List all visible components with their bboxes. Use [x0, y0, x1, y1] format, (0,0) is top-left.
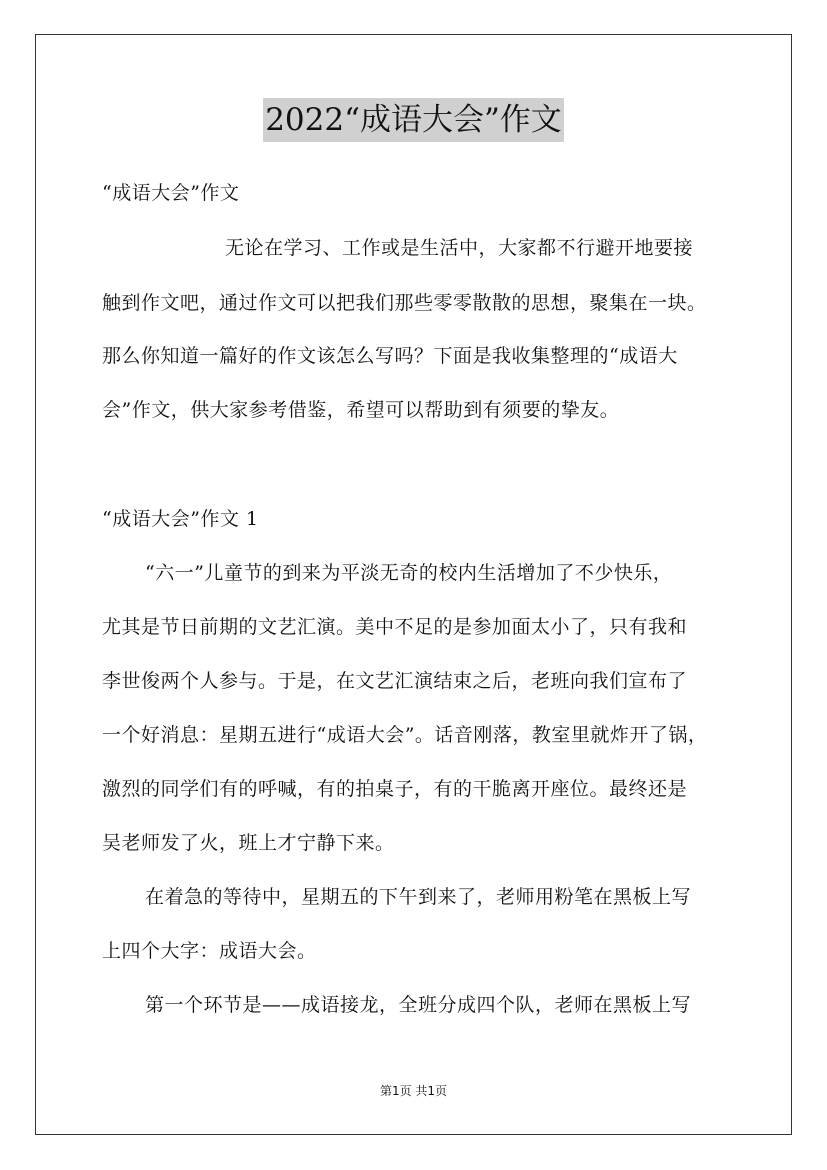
- intro-line: 触到作文吧，通过作文可以把我们那些零零散散的思想，聚集在一块。: [102, 292, 707, 314]
- body-line: 激烈的同学们有的呼喊，有的拍桌子，有的干脆离开座位。最终还是: [102, 778, 688, 800]
- document-title: 2022“成语大会”作文: [263, 98, 564, 142]
- body-line: 上四个大字：成语大会。: [102, 940, 317, 962]
- intro-line: 会”作文，供大家参考借鉴，希望可以帮助到有须要的挚友。: [102, 399, 620, 421]
- section-heading: “成语大会”作文 1: [102, 508, 259, 530]
- intro-line: 那么你知道一篇好的作文该怎么写吗？下面是我收集整理的“成语大: [102, 345, 678, 367]
- body-line: 第一个环节是——成语接龙，全班分成四个队，老师在黑板上写: [145, 994, 692, 1016]
- body-line: 一个好消息：星期五进行“成语大会”。话音刚落，教室里就炸开了锅，: [102, 724, 708, 746]
- body-line: 吴老师发了火，班上才宁静下来。: [102, 832, 395, 854]
- body-line: 在着急的等待中，星期五的下午到来了，老师用粉笔在黑板上写: [145, 886, 692, 908]
- body-line: 李世俊两个人参与。于是，在文艺汇演结束之后，老班向我们宣布了: [102, 670, 688, 692]
- intro-line: 无论在学习、工作或是生活中，大家都不行避开地要接: [225, 237, 694, 259]
- page-footer: 第1页 共1页: [379, 1084, 448, 1098]
- subtitle: “成语大会”作文: [102, 182, 240, 204]
- body-line: 尤其是节日前期的文艺汇演。美中不足的是参加面太小了，只有我和: [102, 616, 688, 638]
- body-line: “六一”儿童节的到来为平淡无奇的校内生活增加了不少快乐，: [145, 562, 673, 584]
- title-container: [0, 98, 827, 142]
